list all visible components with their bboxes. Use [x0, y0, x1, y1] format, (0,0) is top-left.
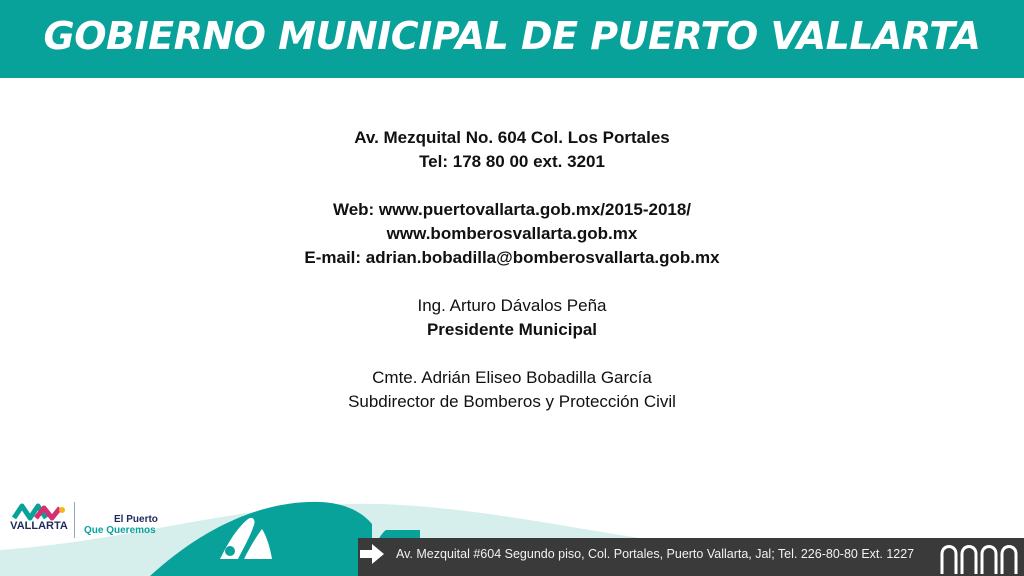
spacer [0, 342, 1024, 366]
footer-address: Av. Mezquital #604 Segundo piso, Col. Portales, Puerto Vallarta, Jal; Tel. 226-80-80 Ext. 1227 [396, 547, 915, 561]
slogan-line-2: Que Queremos [84, 525, 156, 536]
contact-block [0, 126, 1024, 414]
divider [74, 502, 75, 538]
arches-icon [938, 538, 1024, 576]
president-name: Ing. Arturo Dávalos Peña [417, 296, 607, 315]
center-a-logo-icon [214, 513, 278, 565]
slogan-line-1: El Puerto [114, 514, 158, 525]
president-title: Presidente Municipal [426, 320, 598, 339]
spacer [0, 270, 1024, 294]
vallarta-logo-text: VALLARTA [10, 520, 68, 532]
arrow-right-icon [358, 540, 386, 568]
page-title: GOBIERNO MUNICIPAL DE PUERTO VALLARTA [43, 14, 981, 58]
web-line-2: www.bomberosvallarta.gob.mx [386, 224, 638, 243]
slogan-logo [84, 514, 170, 536]
commander-name: Cmte. Adrián Eliseo Bobadilla García [372, 368, 652, 387]
web-line: Web: www.puertovallarta.gob.mx/2015-2018/ [332, 200, 692, 219]
email-line: E-mail: adrian.bobadilla@bomberosvallarta.gob.mx [304, 248, 720, 267]
phone-line: Tel: 178 80 00 ext. 3201 [419, 152, 605, 171]
address-line: Av. Mezquital No. 604 Col. Los Portales [354, 128, 670, 147]
spacer [0, 174, 1024, 198]
commander-title: Subdirector de Bomberos y Protección Civil [348, 392, 676, 411]
header-bar [0, 0, 1024, 78]
